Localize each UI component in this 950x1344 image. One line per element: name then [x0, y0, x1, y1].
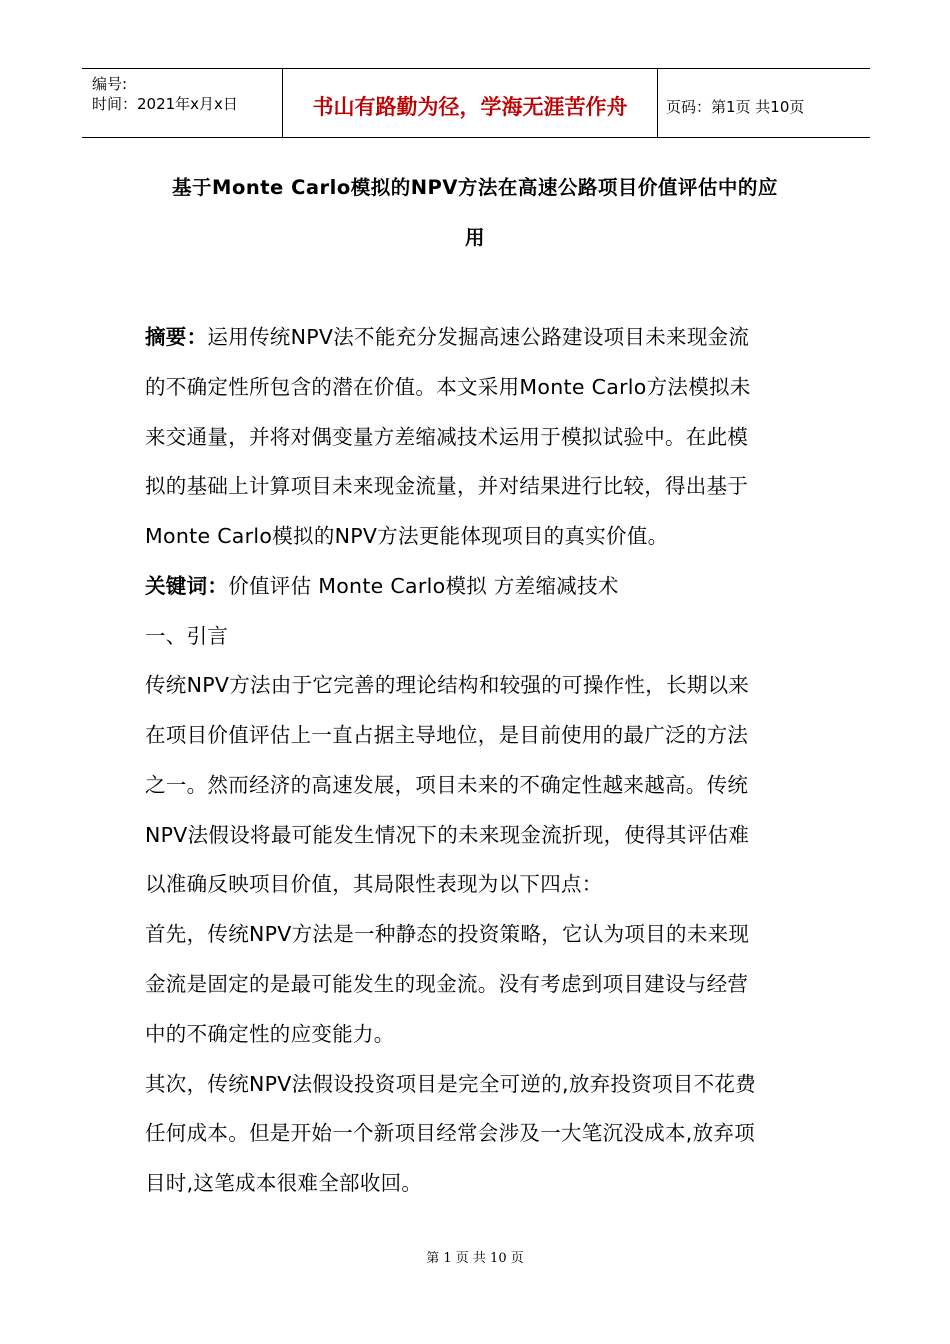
- abstract-label: 摘要：: [145, 325, 208, 349]
- header-right-cell: [657, 69, 870, 137]
- paragraph-line: 其次，传统NPV法假设投资项目是完全可逆的,放弃投资项目不花费: [145, 1072, 757, 1096]
- paragraph-line: 传统NPV方法由于它完善的理论结构和较强的可操作性，长期以来: [145, 673, 750, 697]
- document-time-label: 时间：2021年x月x日: [92, 95, 238, 113]
- abstract-line: 的不确定性所包含的潜在价值。本文采用Monte Carlo方法模拟未: [145, 375, 751, 399]
- header-left-cell: [82, 69, 282, 137]
- paragraph-line: NPV法假设将最可能发生情况下的未来现金流折现，使得其评估难: [145, 823, 750, 847]
- keywords-line: [145, 569, 619, 599]
- paragraph-line: 任何成本。但是开始一个新项目经常会涉及一大笔沉没成本,放弃项: [145, 1121, 756, 1145]
- header-motto: 书山有路勤为径，学海无涯苦作舟: [312, 95, 628, 119]
- keywords-label: 关键词：: [145, 574, 229, 598]
- paragraph-line: 以准确反映项目价值，其局限性表现为以下四点：: [145, 872, 603, 896]
- paragraph-line: 之一。然而经济的高速发展，项目未来的不确定性越来越高。传统: [145, 773, 749, 797]
- abstract-line: [145, 320, 749, 350]
- paragraph-line: 在项目价值评估上一直占据主导地位，是目前使用的最广泛的方法: [145, 723, 749, 747]
- keywords-text: 价值评估 Monte Carlo模拟 方差缩减技术: [228, 574, 619, 598]
- document-code-label: 编号:: [92, 75, 128, 93]
- paragraph-line: 首先，传统NPV方法是一种静态的投资策略，它认为项目的未来现: [145, 922, 750, 946]
- abstract-line: 拟的基础上计算项目未来现金流量，并对结果进行比较，得出基于: [145, 474, 749, 498]
- abstract-line: Monte Carlo模拟的NPV方法更能体现项目的真实价值。: [145, 524, 669, 548]
- paragraph-line: 金流是固定的是最可能发生的现金流。没有考虑到项目建设与经营: [145, 972, 749, 996]
- document-title-line-2: 用: [464, 226, 485, 249]
- document-title-line-1: 基于Monte Carlo模拟的NPV方法在高速公路项目价值评估中的应: [172, 176, 778, 199]
- paragraph-line: 中的不确定性的应变能力。: [145, 1022, 395, 1046]
- header-middle-cell: [282, 69, 658, 137]
- page-footer: 第 1 页 共 10 页: [426, 1251, 524, 1266]
- abstract-line: 来交通量，并将对偶变量方差缩减技术运用于模拟试验中。在此模: [145, 425, 749, 449]
- header-table: [82, 68, 870, 138]
- section-heading: 一、引言: [145, 624, 229, 648]
- abstract-text: 运用传统NPV法不能充分发掘高速公路建设项目未来现金流: [207, 325, 750, 349]
- paragraph-line: 目时,这笔成本很难全部收回。: [145, 1171, 423, 1195]
- header-page-info: 页码：第1页 共10页: [666, 98, 805, 116]
